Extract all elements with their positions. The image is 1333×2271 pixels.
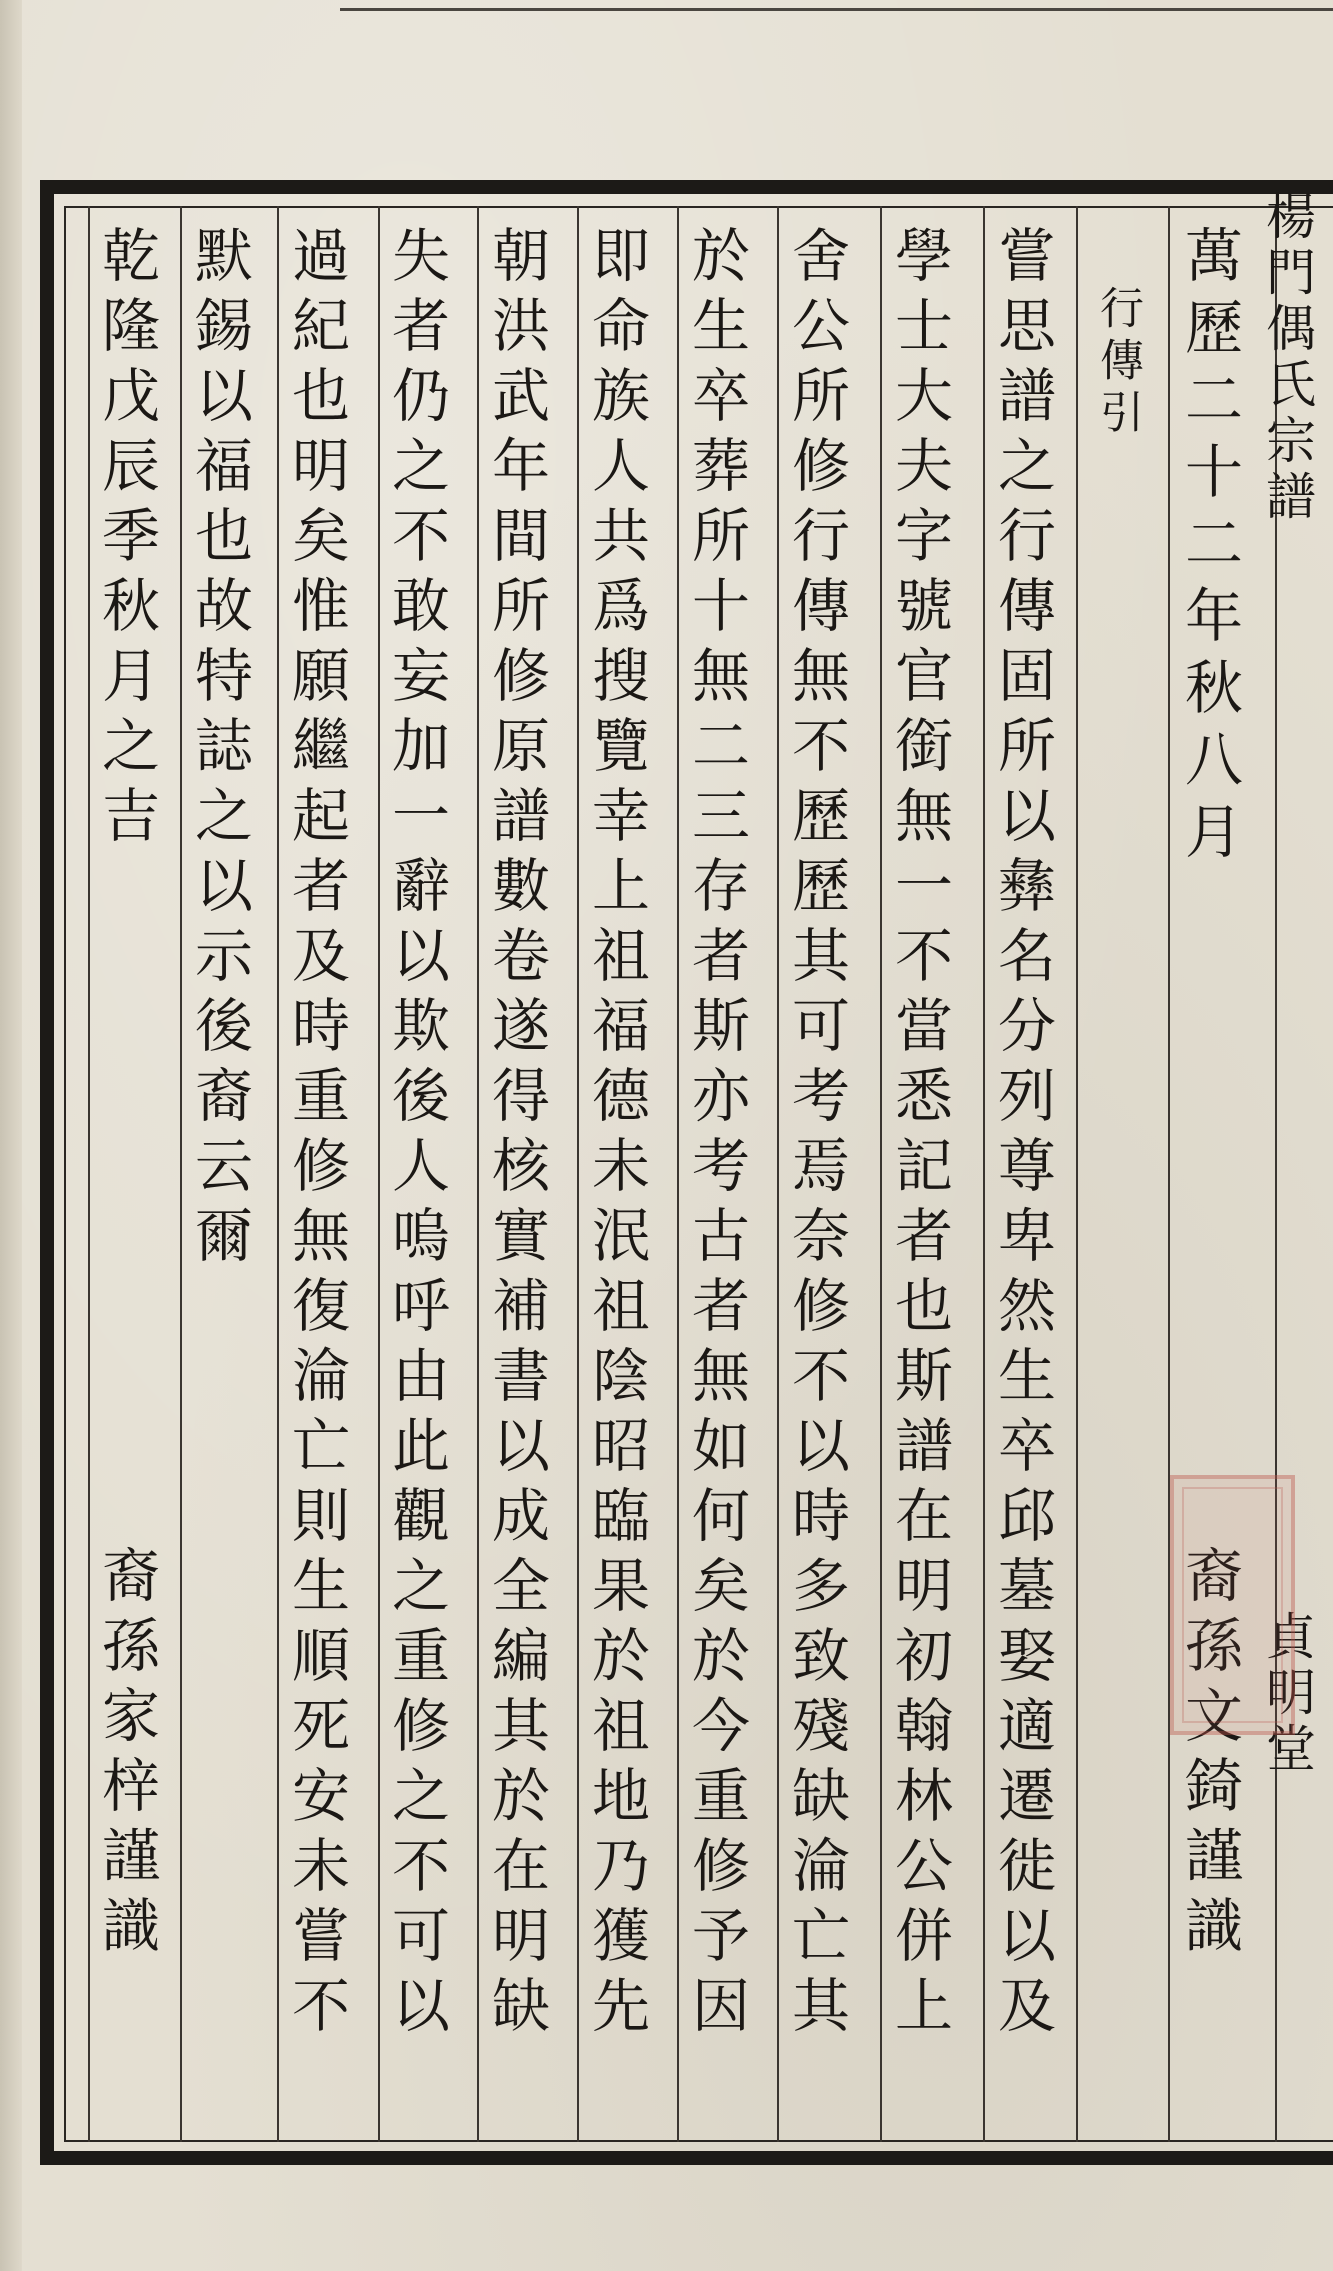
column-rule xyxy=(378,206,380,2142)
column-rule xyxy=(880,206,882,2142)
body-column-3: 舍公所修行傳無不歷歷其可考焉奈修不以時多致殘缺淪亡其 xyxy=(782,225,850,2045)
column-rule xyxy=(1076,206,1078,2142)
column-rule xyxy=(88,206,90,2142)
preface-2-signature: 裔孫家梓謹識 xyxy=(92,1545,160,1965)
column-rule xyxy=(277,206,279,2142)
column-rule xyxy=(1168,206,1170,2142)
date-column: 乾隆戊辰季秋月之吉 xyxy=(92,225,160,855)
column-rule xyxy=(677,206,679,2142)
body-column-2: 學士大夫字號官銜無一不當悉記者也斯譜在明初翰林公併上 xyxy=(885,225,953,2045)
preface-1-signature: 裔孫文錡謹識 xyxy=(1175,1545,1243,1965)
column-rule xyxy=(577,206,579,2142)
body-column-1: 嘗思譜之行傳固所以彝名分列尊卑然生卒邱墓娶適遷徙以及 xyxy=(988,225,1056,2045)
body-column-9: 默錫以福也故特誌之以示後裔云爾 xyxy=(185,225,253,1275)
body-column-6: 朝洪武年間所修原譜數卷遂得核實補書以成全編其於在明缺 xyxy=(482,225,550,2045)
seal-inner-border xyxy=(1182,1487,1283,1723)
body-column-7: 失者仍之不敢妄加一辭以欺後人嗚呼由此觀之重修之不可以 xyxy=(382,225,450,2045)
column-rule xyxy=(777,206,779,2142)
red-seal-stamp xyxy=(1170,1475,1295,1735)
preface-2-title: 行傳引 xyxy=(1092,285,1143,441)
body-column-4: 於生卒葬所十無二三存者斯亦考古者無如何矣於今重修予因 xyxy=(682,225,750,2045)
column-rule xyxy=(477,206,479,2142)
page-left-edge xyxy=(0,0,22,2271)
body-column-8: 過紀也明矣惟願繼起者及時重修無復淪亡則生順死安未嘗不 xyxy=(282,225,350,2045)
body-column-5: 即命族人共爲搜覽幸上祖福德未泯祖陰昭臨果於祖地乃獲先 xyxy=(582,225,650,2045)
top-rule xyxy=(340,8,1333,11)
book-title: 楊門偶氏宗譜 xyxy=(1258,190,1316,526)
preface-1-date: 萬歷二十二年秋八月 xyxy=(1175,225,1243,873)
column-rule xyxy=(180,206,182,2142)
hall-name: 貞明堂 xyxy=(1258,1610,1316,1778)
column-rule xyxy=(983,206,985,2142)
